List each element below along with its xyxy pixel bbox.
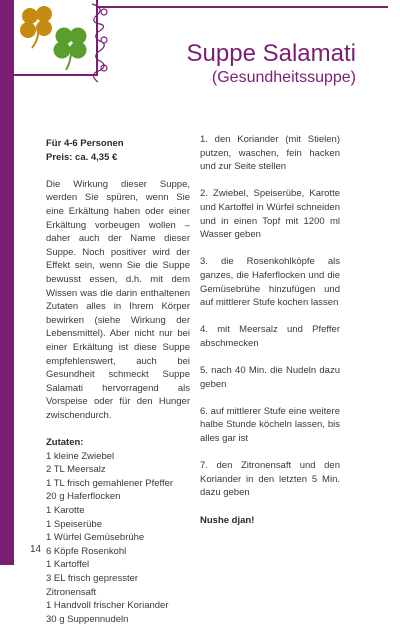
step-2: 2. Zwiebel, Speiserübe, Karotte und Kartoffel in Würfel schneiden und in einen Topf mit 1200 ml Wasser geben [200,188,340,241]
step-6: 6. auf mittlerer Stufe eine weitere halbe Stunde köcheln lassen, bis alles gar ist [200,405,340,445]
right-column [200,133,340,527]
ingredient-item: 6 Köpfe Rosenkohl [46,545,127,557]
page-accent-bar [0,0,14,565]
closing-line: Nushe djan! [200,514,255,526]
step-4: 4. mit Meersalz und Pfeffer abschmecken [200,324,340,349]
step-3: 3. die Rosenkohlköpfe als ganzes, die Haferflocken und die Gemüsebrühe hinzufügen und auf mittlerer Stufe kochen lassen [200,256,340,309]
ingredient-item: 20 g Haferflocken [46,491,121,503]
price-label: Preis: ca. 4,35 € [46,151,118,163]
left-column [46,137,190,626]
ingredient-item: 3 EL frisch gepresster Zitronensaft [46,573,139,598]
ingredient-item: 1 Kartoffel [46,559,90,571]
ingredient-item: 2 TL Meersalz [46,464,106,476]
ingredient-item: 1 TL frisch gemahlener Pfeffer [46,477,174,489]
ingredients-list [46,450,190,626]
intro-paragraph: Die Wirkung dieser Suppe, werden Sie spüren, wenn Sie eine Erkältung haben oder einer Erkältung vorbeugen wollen – daher auch der Name dieser Suppe. Noch positiver wird der Effekt sein, wenn Sie die Suppe bewusst essen, d.h. mit dem Wissen was die darin enthaltenen Zutaten alles in Ihrem Körper bewirken (siehe Wirkung der Lebensmittel). Aber nicht nur bei einer Erkältung ist diese Suppe empfehlenswert, auch bei Gesundheit schmeckt Suppe Salamati hervorragend als Vorspeise oder für den Hunger zwischendurch. [46,178,190,421]
ingredient-item: 1 kleine Zwiebel [46,450,115,462]
recipe-title: Suppe Salamati [186,40,356,67]
step-7: 7. den Zitronensaft und den Koriander in den letzten 5 Min. dazu geben [200,460,340,499]
ingredient-item: 1 Handvoll frischer Koriander [46,600,169,612]
ingredient-item: 1 Karotte [46,505,85,517]
page-number: 14 [30,544,42,555]
ingredients-heading: Zutaten: [46,437,84,449]
swirl-ornament-icon [88,0,112,86]
clover-corner-box [14,0,98,76]
step-1: 1. den Koriander (mit Stielen) putzen, waschen, fein hacken und zur Seite stellen [200,134,340,173]
recipe-subtitle: (Gesundheitssuppe) [211,69,356,86]
ingredient-item: 1 Würfel Gemüsebrühe [46,532,145,544]
ingredient-item: 1 Speiserübe [46,518,102,530]
step-5: 5. nach 40 Min. die Nudeln dazu geben [200,365,340,390]
ingredient-item: 30 g Suppennudeln [46,613,129,625]
green-clover-icon [50,24,92,70]
servings-label: Für 4-6 Personen [46,138,124,149]
